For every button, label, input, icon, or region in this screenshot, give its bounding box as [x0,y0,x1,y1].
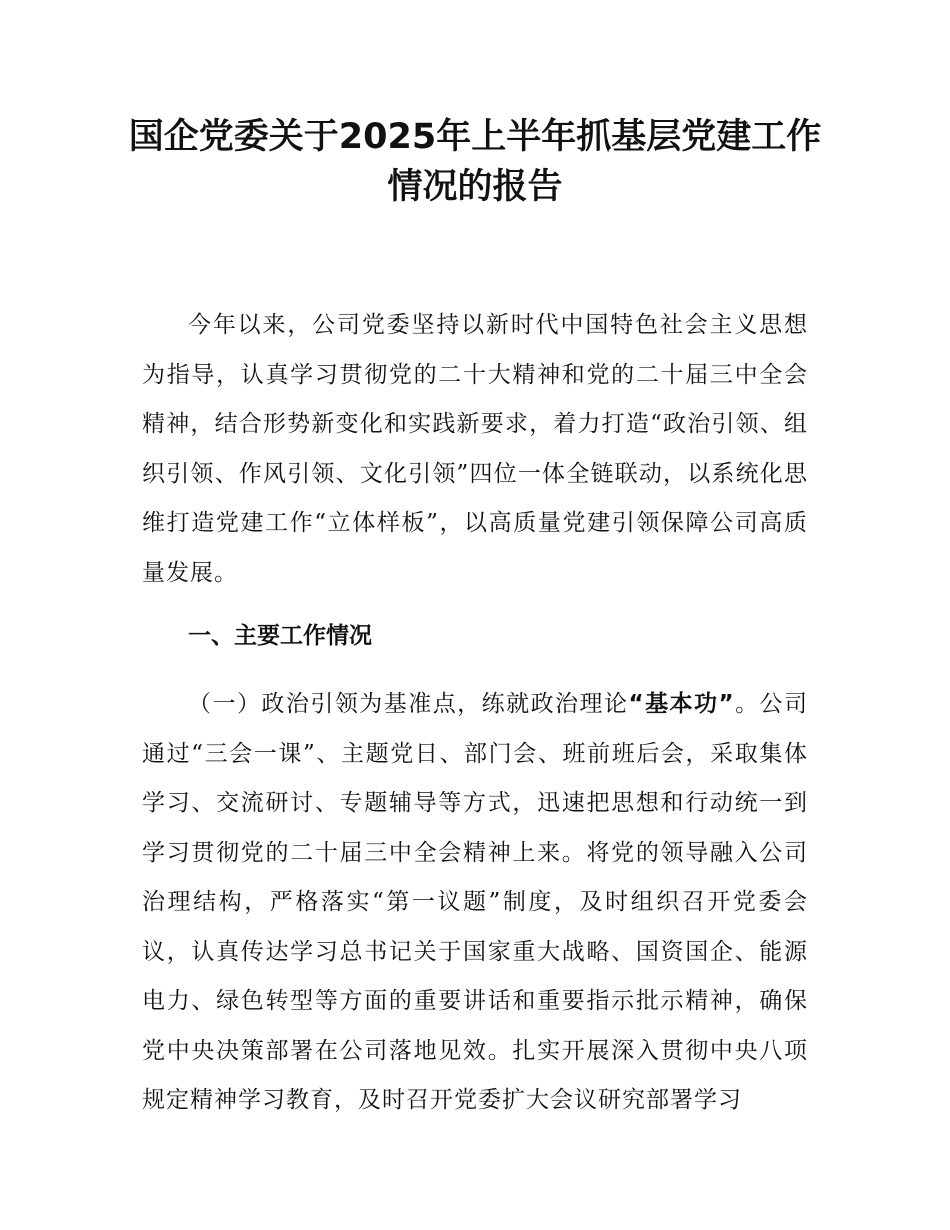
document-title [100,112,850,212]
subsection-emphasis: “基本功” [628,691,735,717]
title-line-1: 国企党委关于2025年上半年抓基层党建工作 [128,117,822,157]
subsection-lead: （一）政治引领为基准点，练就政治理论 [188,691,629,717]
title-line-2: 情况的报告 [387,167,563,207]
subsection-body: 。公司通过“三会一课”、主题党日、部门会、班前班后会，采取集体学习、交流研讨、专题辅导等方式，迅速把思想和行动统一到学习贯彻党的二十届三中全会精神上来。将党的领导融入公司治理结构，严格落实“第一议题”制度，及时组织召开党委会议，认真传达学习总书记关于国家重大战略、国资国企、能源电力、绿色转型等方面的重要讲话和重要指示批示精神，确保党中央决策部署在公司落地见效。扎实开展深入贯彻中央八项规定精神学习教育，及时召开党委扩大会议研究部署学习 [142,691,809,1113]
subsection-paragraph [142,680,808,1126]
intro-paragraph: 今年以来，公司党委坚持以新时代中国特色社会主义思想为指导，认真学习贯彻党的二十大精神和党的二十届三中全会精神，结合形势新变化和实践新要求，着力打造“政治引领、组织引领、作风引领、文化引领”四位一体全链联动，以系统化思维打造党建工作“立体样板”，以高质量党建引领保障公司高质量发展。 [142,312,808,586]
section-heading: 一、主要工作情况 [188,623,372,649]
